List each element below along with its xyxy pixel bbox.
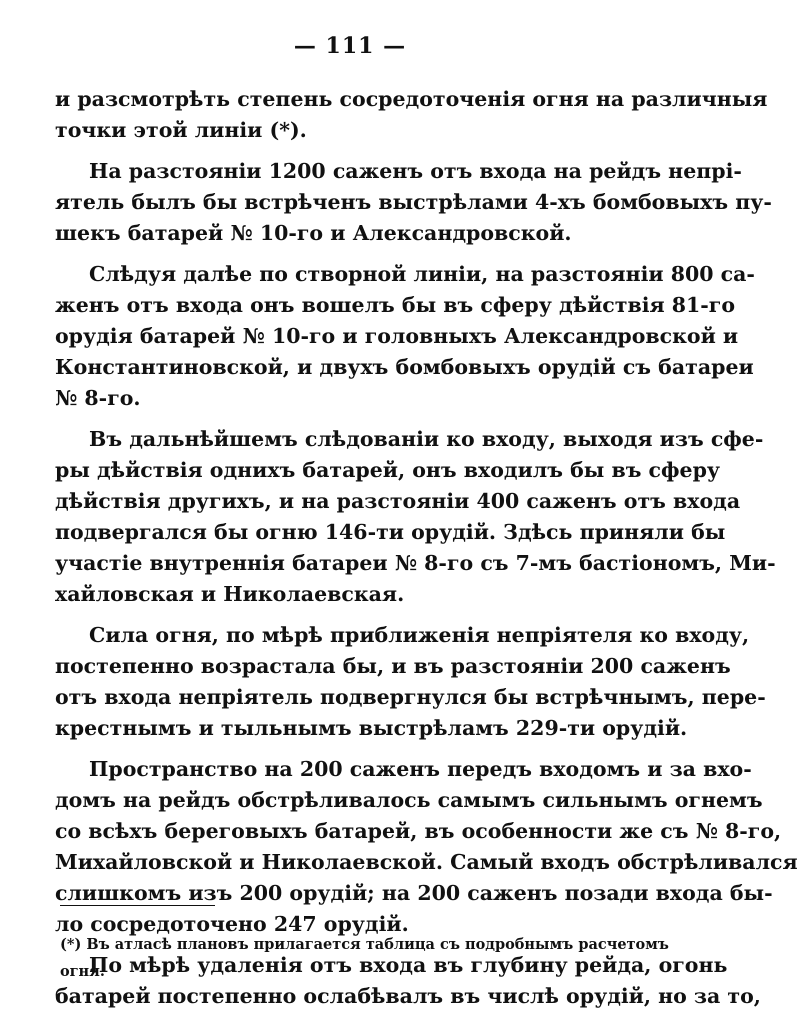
text-line: ятель былъ бы встрѣченъ выстрѣлами 4-хъ бомбовыхъ пу- <box>55 190 772 214</box>
text-line: Константиновской, и двухъ бомбовыхъ орудій съ батареи <box>55 355 754 379</box>
text-line: домъ на рейдъ обстрѣливалось самымъ сильнымъ огнемъ <box>55 788 763 812</box>
text-line: женъ отъ входа онъ вошелъ бы въ сферу дѣйствія 81-го <box>55 293 736 317</box>
text-line: Михайловской и Николаевской. Самый входъ обстрѣливался <box>55 850 798 874</box>
text-line: отъ входа непріятель подвергнулся бы встрѣчнымъ, пере- <box>55 685 766 709</box>
text-line: шекъ батарей № 10-го и Александровской. <box>55 221 572 245</box>
text-line: ры дѣйствія однихъ батарей, онъ входилъ бы въ сферу <box>55 458 721 482</box>
text-line: № 8-го. <box>55 386 141 410</box>
text-line: ло сосредоточено 247 орудій. <box>55 912 409 936</box>
text-line: На разстояніи 1200 саженъ отъ входа на рейдъ непрі- <box>89 159 742 183</box>
text-line: подвергался бы огню 146-ти орудій. Здѣсь приняли бы <box>55 520 726 544</box>
text-line: По мѣрѣ удаленія отъ входа въ глубину рейда, огонь <box>89 953 728 977</box>
text-line: слишкомъ изъ 200 орудій; на 200 саженъ позади входа бы- <box>55 881 773 905</box>
text-line: со всѣхъ береговыхъ батарей, въ особенности же съ № 8-го, <box>55 819 782 843</box>
paragraph <box>55 259 755 414</box>
paragraph <box>55 754 798 940</box>
paragraph <box>55 156 772 249</box>
body-text <box>55 84 798 1012</box>
text-line: батарей постепенно ослабѣвалъ въ числѣ орудій, но за то, <box>55 984 761 1008</box>
footnote <box>60 931 669 985</box>
paragraph <box>55 84 768 146</box>
text-line: дѣйствія другихъ, и на разстояніи 400 саженъ отъ входа <box>55 489 741 513</box>
text-line: участіе внутреннія батареи № 8-го съ 7-мъ бастіономъ, Ми- <box>55 551 776 575</box>
text-line: Сила огня, по мѣрѣ приближенія непріятеля ко входу, <box>89 623 750 647</box>
footnote-line: огня. <box>60 963 105 980</box>
footnote-line: (*) Въ атласѣ плановъ прилагается таблица съ подробнымъ расчетомъ <box>60 936 669 953</box>
text-line: крестнымъ и тыльнымъ выстрѣламъ 229-ти орудій. <box>55 716 688 740</box>
text-line: хайловская и Николаевская. <box>55 582 405 606</box>
page-number: — 111 — <box>293 33 407 59</box>
paragraph <box>55 620 766 744</box>
text-line: и разсмотрѣть степень сосредоточенія огня на различныя <box>55 87 768 111</box>
text-line: Слѣдуя далѣе по створной линіи, на разстояніи 800 са- <box>89 262 755 286</box>
paragraph <box>55 424 776 610</box>
text-line: постепенно возрастала бы, и въ разстояніи 200 саженъ <box>55 654 731 678</box>
footnote-divider <box>60 905 215 906</box>
text-line: Въ дальнѣйшемъ слѣдованіи ко входу, выходя изъ сфе- <box>89 427 764 451</box>
text-line: орудія батарей № 10-го и головныхъ Александровской и <box>55 324 739 348</box>
text-line: Пространство на 200 саженъ передъ входомъ и за вхо- <box>89 757 752 781</box>
text-line: точки этой линіи (*). <box>55 118 307 142</box>
